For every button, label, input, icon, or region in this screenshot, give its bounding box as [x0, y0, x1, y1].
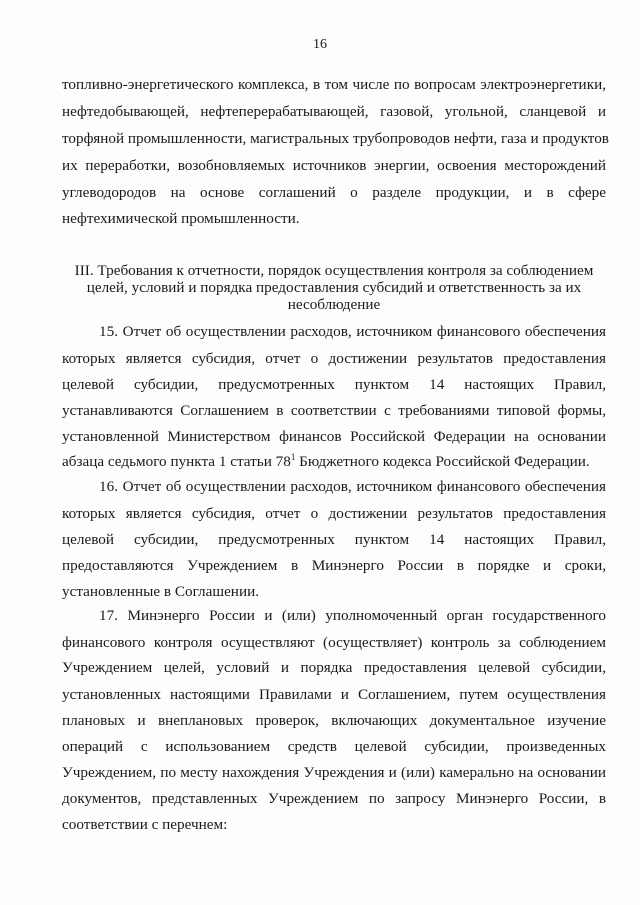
paragraph-16-line: установленные в Соглашении. [62, 583, 259, 600]
paragraph-16-line: целевой субсидии, предусмотренных пунктом 14 настоящих Правил, [62, 531, 606, 548]
paragraph-line: их переработки, возобновляемых источников энергии, освоения месторождений [62, 157, 606, 174]
page-number: 16 [313, 37, 327, 52]
paragraph-17-line: соответствии с перечнем: [62, 816, 228, 833]
paragraph-line: нефтедобывающей, нефтеперерабатывающей, газовой, угольной, сланцевой и [62, 103, 606, 120]
paragraph-15-line: установленной Министерством финансов Российской Федерации на основании [62, 428, 606, 445]
paragraph-15-text: абзаца седьмого пункта 1 статьи 78 [62, 453, 291, 470]
paragraph-17-line: 17. Минэнерго России и (или) уполномоченный орган государственного [99, 607, 606, 624]
paragraph-line: торфяной промышленности, магистральных трубопроводов нефти, газа и продуктов [62, 130, 609, 147]
paragraph-line: нефтехимической промышленности. [62, 210, 300, 227]
paragraph-16-line: предоставляются Учреждением в Минэнерго России в порядке и сроки, [62, 557, 606, 574]
paragraph-line: топливно-энергетического комплекса, в том числе по вопросам электроэнергетики, [62, 76, 606, 93]
paragraph-17-line: документов, представленных Учреждением по запросу Минэнерго России, в [62, 790, 606, 807]
paragraph-17-line: плановых и внеплановых проверок, включающих документальное изучение [62, 712, 606, 729]
paragraph-15-line: которых является субсидия, отчет о достижении результатов предоставления [62, 350, 606, 367]
section-heading: целей, условий и порядка предоставления субсидий и ответственность за их [86, 279, 582, 296]
paragraph-15-line: 15. Отчет об осуществлении расходов, источником финансового обеспечения [99, 323, 606, 340]
paragraph-15-line: целевой субсидии, предусмотренных пунктом 14 настоящих Правил, [62, 376, 606, 393]
paragraph-15-text: Бюджетного кодекса Российской Федерации. [295, 453, 590, 470]
paragraph-15-last-line [62, 453, 606, 471]
paragraph-16-line: которых является субсидия, отчет о достижении результатов предоставления [62, 505, 606, 522]
paragraph-15-line: устанавливаются Соглашением в соответствии с требованиями типовой формы, [62, 402, 606, 419]
paragraph-16-line: 16. Отчет об осуществлении расходов, источником финансового обеспечения [99, 478, 606, 495]
paragraph-17-line: Учреждением целей, условий и порядка предоставления целевой субсидии, [62, 659, 606, 676]
superscript-1: 1 [290, 451, 296, 462]
paragraph-17-line: операций с использованием средств целевой субсидии, произведенных [62, 738, 606, 755]
section-heading: III. Требования к отчетности, порядок осуществления контроля за соблюдением [74, 262, 594, 279]
paragraph-17-line: Учреждением, по месту нахождения Учреждения и (или) камерально на основании [62, 764, 606, 781]
paragraph-17-line: финансового контроля осуществляют (осуществляет) контроль за соблюдением [62, 634, 606, 651]
section-heading: несоблюдение [287, 296, 381, 313]
paragraph-line: углеводородов на основе соглашений о разделе продукции, и в сфере [62, 184, 606, 201]
paragraph-17-line: установленных настоящими Правилами и Соглашением, путем осуществления [62, 686, 606, 703]
